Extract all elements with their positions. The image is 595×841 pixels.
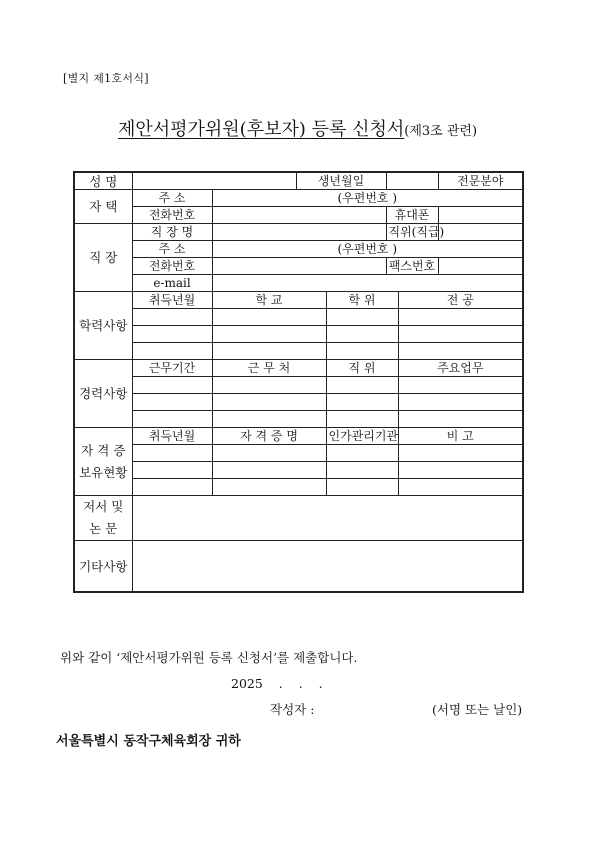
email-label: e-mail: [132, 275, 212, 292]
date-field[interactable]: 2025 . . .: [231, 676, 323, 691]
table-cell[interactable]: [326, 394, 398, 411]
career-header-row: [74, 360, 523, 377]
birth-field[interactable]: [386, 172, 438, 190]
table-cell[interactable]: [132, 326, 212, 343]
field-label: 전문분야: [438, 172, 523, 190]
table-cell[interactable]: [132, 411, 212, 428]
mobile-label: 휴대폰: [386, 207, 438, 224]
application-form-table: [73, 171, 524, 593]
education-header: 학 위: [326, 292, 398, 309]
license-header: 자 격 증 명: [212, 428, 326, 445]
table-cell[interactable]: [132, 462, 212, 479]
name-label: 성 명: [74, 172, 132, 190]
table-cell[interactable]: [398, 377, 523, 394]
education-header: 전 공: [398, 292, 523, 309]
table-cell[interactable]: [132, 343, 212, 360]
table-cell[interactable]: [212, 394, 326, 411]
table-cell[interactable]: [132, 377, 212, 394]
table-cell[interactable]: [326, 445, 398, 462]
table-cell[interactable]: [212, 462, 326, 479]
table-cell[interactable]: [398, 343, 523, 360]
career-header: 주요업무: [398, 360, 523, 377]
license-header-row: [74, 428, 523, 445]
table-cell[interactable]: [326, 343, 398, 360]
etc-row: [74, 541, 523, 593]
table-cell[interactable]: [212, 377, 326, 394]
table-cell[interactable]: [212, 479, 326, 496]
career-header: 근 무 처: [212, 360, 326, 377]
license-header: 인가관리기관: [326, 428, 398, 445]
home-phone-field[interactable]: [212, 207, 386, 224]
table-cell[interactable]: [212, 343, 326, 360]
writer-label: 작성자 :: [270, 702, 315, 717]
papers-row: [74, 496, 523, 541]
table-cell[interactable]: [398, 411, 523, 428]
workplace-field[interactable]: [212, 224, 386, 241]
license-row: [74, 479, 523, 496]
table-cell[interactable]: [398, 462, 523, 479]
home-address-row: [74, 190, 523, 207]
license-header: 취득년월: [132, 428, 212, 445]
work-address-field[interactable]: (우편번호 ): [212, 241, 523, 258]
name-row: [74, 172, 523, 190]
name-field[interactable]: [132, 172, 296, 190]
email-row: [74, 275, 523, 292]
etc-field[interactable]: [132, 541, 523, 593]
work-phone-label: 전화번호: [132, 258, 212, 275]
mobile-field[interactable]: [438, 207, 523, 224]
education-row: [74, 326, 523, 343]
education-header: 학 교: [212, 292, 326, 309]
annex-label: [별지 제1호서식]: [63, 72, 149, 85]
work-address-label: 주 소: [132, 241, 212, 258]
education-row: [74, 343, 523, 360]
table-cell[interactable]: [398, 445, 523, 462]
career-header: 근무기간: [132, 360, 212, 377]
table-cell[interactable]: [326, 411, 398, 428]
home-address-field[interactable]: (우편번호 ): [212, 190, 523, 207]
table-cell[interactable]: [212, 309, 326, 326]
workplace-row: [74, 224, 523, 241]
license-header: 비 고: [398, 428, 523, 445]
table-cell[interactable]: [132, 394, 212, 411]
home-phone-label: 전화번호: [132, 207, 212, 224]
work-phone-field[interactable]: [212, 258, 386, 275]
papers-label: 저서 및 논 문: [74, 496, 132, 541]
recipient-text: 서울특별시 동작구체육회장 귀하: [56, 734, 241, 749]
form-title: [0, 115, 595, 141]
table-cell[interactable]: [326, 462, 398, 479]
table-cell[interactable]: [212, 445, 326, 462]
home-address-label: 주 소: [132, 190, 212, 207]
form-title-main: 제안서평가위원(후보자) 등록 신청서: [117, 119, 405, 140]
table-cell[interactable]: [212, 411, 326, 428]
table-cell[interactable]: [326, 479, 398, 496]
form-title-sub: (제3조 관련): [404, 124, 478, 139]
table-cell[interactable]: [398, 394, 523, 411]
license-label: 자 격 증 보유현황: [74, 428, 132, 496]
education-header: 취득년월: [132, 292, 212, 309]
education-label: 학력사항: [74, 292, 132, 360]
table-cell[interactable]: [398, 309, 523, 326]
table-cell[interactable]: [132, 445, 212, 462]
position-label: 직위(직급): [386, 224, 438, 241]
license-row: [74, 445, 523, 462]
table-cell[interactable]: [132, 309, 212, 326]
etc-label: 기타사항: [74, 541, 132, 593]
table-cell[interactable]: [212, 326, 326, 343]
career-label: 경력사항: [74, 360, 132, 428]
work-address-row: [74, 241, 523, 258]
email-field[interactable]: [212, 275, 523, 292]
signature-label: (서명 또는 날인): [432, 702, 523, 717]
papers-field[interactable]: [132, 496, 523, 541]
workplace-label: 직 장 명: [132, 224, 212, 241]
birth-label: 생년월일: [296, 172, 386, 190]
fax-label: 팩스번호: [386, 258, 438, 275]
license-row: [74, 462, 523, 479]
statement-text: 위와 같이 ‘제안서평가위원 등록 신청서’를 제출합니다.: [60, 650, 358, 665]
work-label: 직 장: [74, 224, 132, 292]
career-row: [74, 377, 523, 394]
table-cell[interactable]: [398, 479, 523, 496]
position-field[interactable]: [438, 224, 523, 241]
career-row: [74, 394, 523, 411]
career-header: 직 위: [326, 360, 398, 377]
table-cell[interactable]: [326, 377, 398, 394]
table-cell[interactable]: [398, 326, 523, 343]
table-cell[interactable]: [326, 309, 398, 326]
home-phone-row: [74, 207, 523, 224]
education-header-row: [74, 292, 523, 309]
table-cell[interactable]: [326, 326, 398, 343]
home-label: 자 택: [74, 190, 132, 224]
fax-field[interactable]: [438, 258, 523, 275]
career-row: [74, 411, 523, 428]
table-cell[interactable]: [132, 479, 212, 496]
education-row: [74, 309, 523, 326]
work-phone-row: [74, 258, 523, 275]
